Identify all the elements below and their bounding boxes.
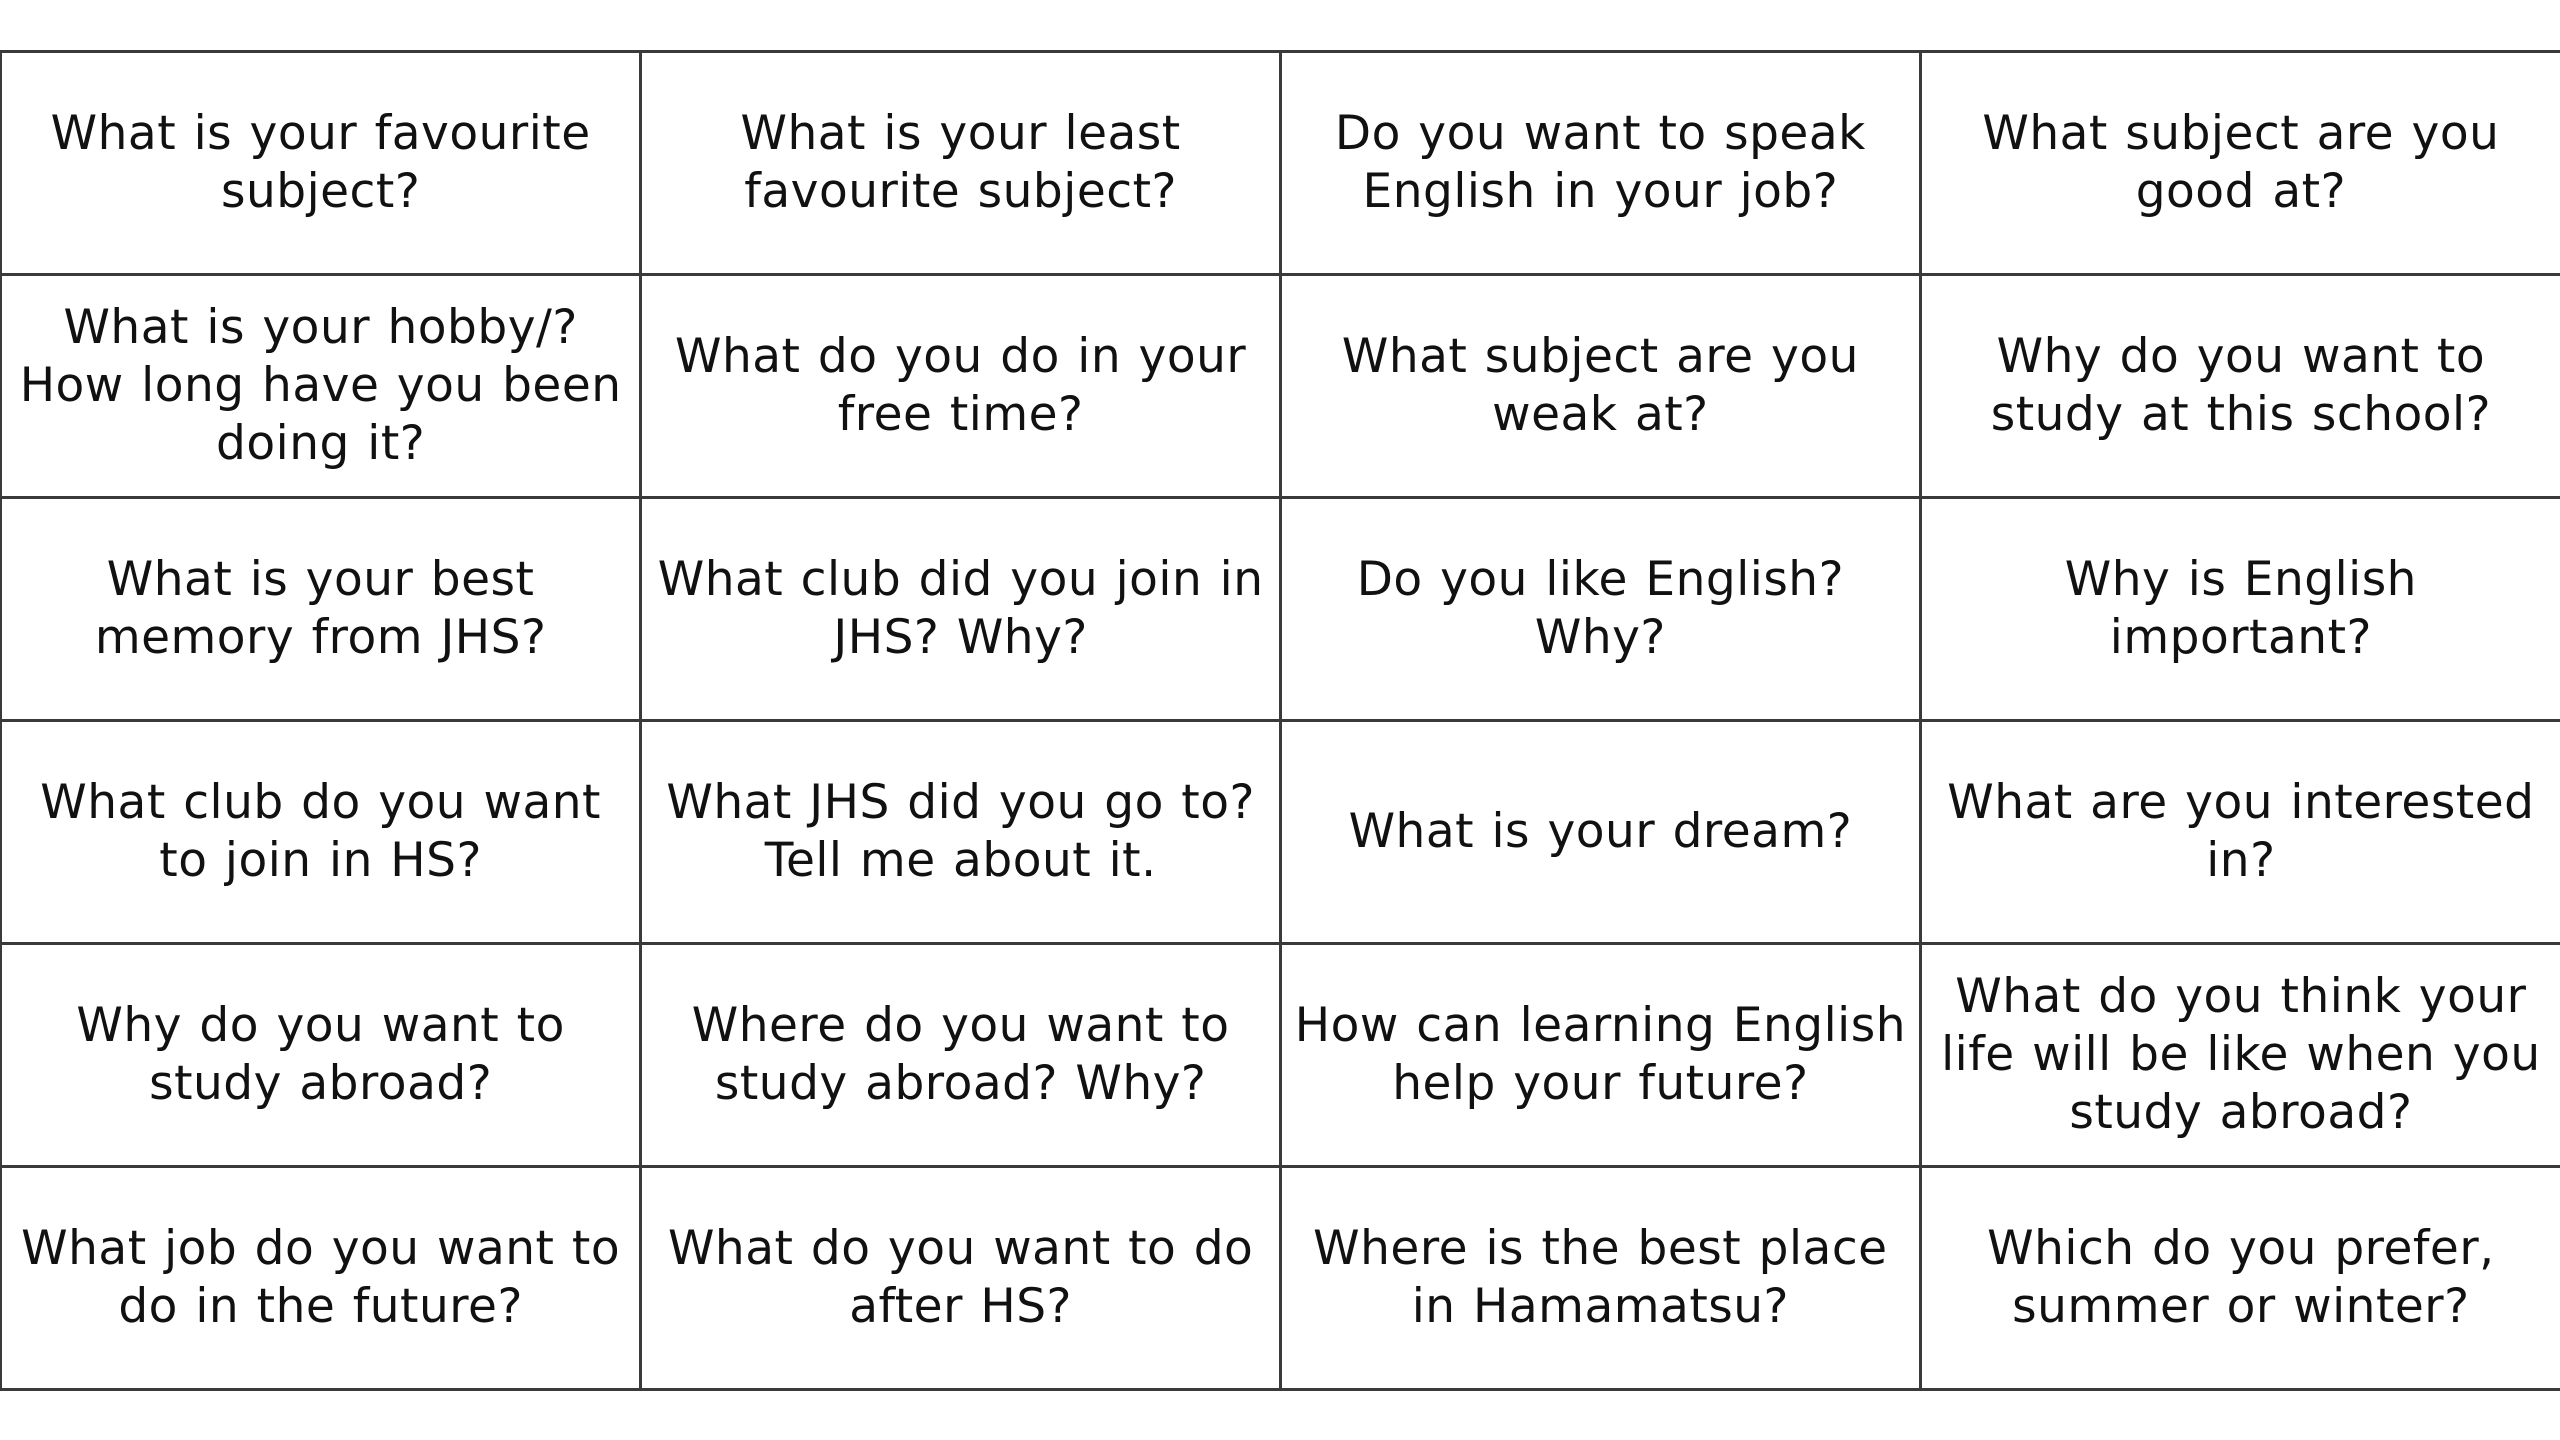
question-card: Why is English important?	[1920, 498, 2560, 721]
question-card: Which do you prefer, summer or winter?	[1920, 1167, 2560, 1390]
question-card: What do you want to do after HS?	[641, 1167, 1281, 1390]
card-row	[1, 721, 2560, 944]
question-card-grid	[0, 50, 2560, 1391]
question-card: Why do you want to study abroad?	[1, 944, 641, 1167]
question-card: What do you do in your free time?	[641, 275, 1281, 498]
question-card: What is your hobby/? How long have you been doing it?	[1, 275, 641, 498]
question-card: What is your favourite subject?	[1, 52, 641, 275]
question-card: Why do you want to study at this school?	[1920, 275, 2560, 498]
question-card: How can learning English help your future?	[1281, 944, 1921, 1167]
card-row	[1, 944, 2560, 1167]
question-card: What subject are you good at?	[1920, 52, 2560, 275]
card-row	[1, 498, 2560, 721]
card-row	[1, 275, 2560, 498]
question-card: What club did you join in JHS? Why?	[641, 498, 1281, 721]
question-card: What is your best memory from JHS?	[1, 498, 641, 721]
question-card: What are you interested in?	[1920, 721, 2560, 944]
question-card: What do you think your life will be like when you study abroad?	[1920, 944, 2560, 1167]
question-card: What JHS did you go to? Tell me about it.	[641, 721, 1281, 944]
question-card: Where do you want to study abroad? Why?	[641, 944, 1281, 1167]
question-card: What club do you want to join in HS?	[1, 721, 641, 944]
question-card: Where is the best place in Hamamatsu?	[1281, 1167, 1921, 1390]
question-card: Do you want to speak English in your job?	[1281, 52, 1921, 275]
question-card: Do you like English? Why?	[1281, 498, 1921, 721]
card-row	[1, 52, 2560, 275]
question-card: What job do you want to do in the future?	[1, 1167, 641, 1390]
question-card: What is your least favourite subject?	[641, 52, 1281, 275]
card-row	[1, 1167, 2560, 1390]
question-card: What subject are you weak at?	[1281, 275, 1921, 498]
question-card: What is your dream?	[1281, 721, 1921, 944]
